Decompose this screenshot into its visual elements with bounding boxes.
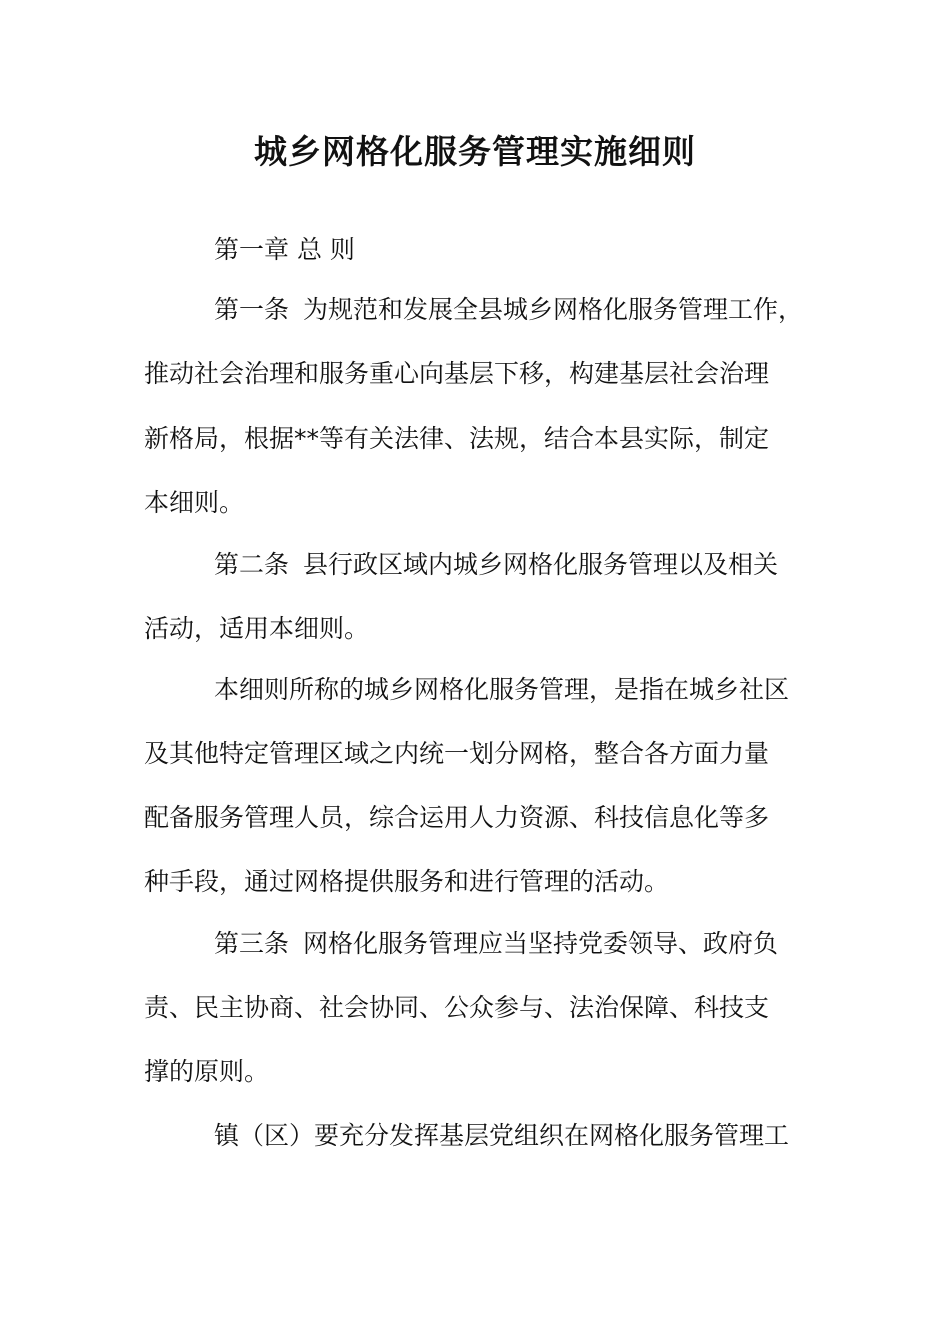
article-1-line-1 bbox=[214, 292, 834, 328]
definition-line-1: 本细则所称的城乡网格化服务管理，是指在城乡社区 bbox=[214, 675, 790, 704]
article-1-label: 第一条 bbox=[214, 295, 290, 324]
article-1-line-3: 新格局，根据**等有关法律、法规，结合本县实际，制定 bbox=[144, 424, 770, 453]
document-title: 城乡网格化服务管理实施细则 bbox=[254, 132, 696, 171]
article-2-line-1 bbox=[214, 547, 834, 583]
definition-line-4: 种手段，通过网格提供服务和进行管理的活动。 bbox=[144, 867, 670, 896]
article-3-line-2: 责、民主协商、社会协同、公众参与、法治保障、科技支 bbox=[144, 993, 770, 1022]
definition-line-2: 及其他特定管理区域之内统一划分网格，整合各方面力量 bbox=[144, 739, 770, 768]
definition-line-3: 配备服务管理人员，综合运用人力资源、科技信息化等多 bbox=[144, 803, 770, 832]
article-1-text: 为规范和发展全县城乡网格化服务管理工作， bbox=[303, 295, 804, 324]
article-3-line-3: 撑的原则。 bbox=[144, 1057, 270, 1086]
article-3-line-1 bbox=[214, 926, 834, 962]
article-3-label: 第三条 bbox=[214, 929, 290, 958]
article-2-label: 第二条 bbox=[214, 550, 290, 579]
article-2-text: 县行政区域内城乡网格化服务管理以及相关 bbox=[303, 550, 779, 579]
article-1-line-4: 本细则。 bbox=[144, 488, 245, 517]
article-2-line-2: 活动，适用本细则。 bbox=[144, 614, 370, 643]
article-3-text: 网格化服务管理应当坚持党委领导、政府负 bbox=[303, 929, 779, 958]
town-paragraph-line-1: 镇（区）要充分发挥基层党组织在网格化服务管理工 bbox=[214, 1121, 790, 1150]
chapter-heading: 第一章 总 则 bbox=[214, 235, 355, 264]
article-1-line-2: 推动社会治理和服务重心向基层下移，构建基层社会治理 bbox=[144, 359, 770, 388]
